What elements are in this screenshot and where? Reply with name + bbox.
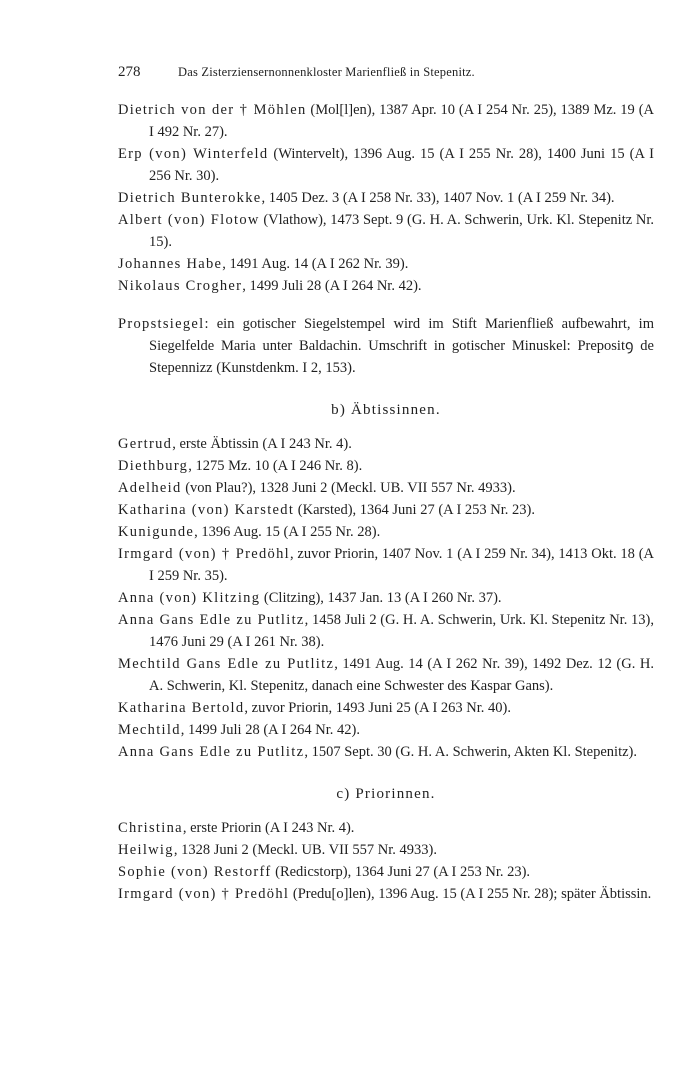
entry-text: , 1328 Juni 2 (Meckl. UB. VII 557 Nr. 4933). [173,842,437,858]
list-item [118,433,654,455]
entry-text: , 1491 Aug. 14 (A I 262 Nr. 39), 1492 Dez. 12 (G. H. A. Schwerin, Kl. Stepenitz, danach eine Schwester des Kaspar Gans). [149,656,654,694]
entry-name: Nikolaus Crogher [118,278,243,294]
list-item [118,839,654,861]
list-item [118,521,654,543]
list-item [118,99,654,143]
entry-text: , 1491 Aug. 14 (A I 262 Nr. 39). [222,256,409,272]
section-heading-abbesses: b) Äbtissinnen. [331,402,441,418]
list-item [118,817,654,839]
list-item [118,653,654,697]
list-item [118,609,654,653]
list-item [118,209,654,253]
entry-name: Albert (von) Flotow [118,212,260,228]
entry-name: Adelheid [118,480,182,496]
entry-text: (Clitzing), 1437 Jan. 13 (A I 260 Nr. 37). [260,590,502,606]
abbess-list [118,433,654,763]
list-item [118,143,654,187]
entry-name: Christina [118,820,183,836]
entry-name: Anna Gans Edle zu Putlitz [118,612,305,628]
entry-text: , erste Priorin (A I 243 Nr. 4). [182,820,355,836]
entry-text: (Mol[l]en), 1387 Apr. 10 (A I 254 Nr. 25), 1389 Mz. 19 (A I 492 Nr. 27). [149,102,654,140]
page-number: 278 [118,64,141,80]
entry-name: Diethburg [118,458,189,474]
entry-name: Katharina (von) Karstedt [118,502,295,518]
entry-text: (Redicstorp), 1364 Juni 27 (A I 253 Nr. 23). [271,864,531,880]
list-item [118,741,654,763]
running-header [118,64,654,88]
list-item [118,477,654,499]
seal-paragraph [118,313,654,379]
list-item [118,587,654,609]
entry-text: , 1396 Aug. 15 (A I 255 Nr. 28). [194,524,381,540]
list-item [118,275,654,297]
list-item [118,499,654,521]
entry-text: , 1499 Juli 28 (A I 264 Nr. 42). [180,722,360,738]
list-item [118,187,654,209]
entry-name: Anna (von) Klitzing [118,590,261,606]
entry-text: , 1507 Sept. 30 (G. H. A. Schwerin, Akten Kl. Stepenitz). [304,744,638,760]
entry-name: Erp (von) Winterfeld [118,146,269,162]
prioress-list [118,817,654,905]
list-item [118,861,654,883]
spacer [118,297,654,313]
list-item [118,697,654,719]
entry-text: , zuvor Priorin, 1493 Juni 25 (A I 263 Nr. 40). [244,700,512,716]
entry-text: , 1499 Juli 28 (A I 264 Nr. 42). [242,278,422,294]
entry-name: Anna Gans Edle zu Putlitz [118,744,305,760]
running-title: Das Zisterziensernonnenkloster Marienfließ in Stepenitz. [178,65,475,79]
entry-name: Gertrud [118,436,173,452]
entry-name: Dietrich Bunterokke [118,190,262,206]
entry-text: (von Plau?), 1328 Juni 2 (Meckl. UB. VII 557 Nr. 4933). [181,480,516,496]
entry-name: Irmgard (von) † Predöhl [118,886,290,902]
list-item [118,455,654,477]
entry-name: Sophie (von) Restorff [118,864,272,880]
provost-list [118,99,654,297]
entry-text: , 1405 Dez. 3 (A I 258 Nr. 33), 1407 Nov. 1 (A I 259 Nr. 34). [261,190,615,206]
list-item [118,253,654,275]
entry-name: Mechtild Gans Edle zu Putlitz [118,656,335,672]
list-item [118,719,654,741]
list-item [118,543,654,587]
entry-name: Kunigunde [118,524,195,540]
list-item [118,883,654,905]
entry-text: , zuvor Priorin, 1407 Nov. 1 (A I 259 Nr. 34), 1413 Okt. 18 (A I 259 Nr. 35). [149,546,655,584]
entry-name: Irmgard (von) † Predöhl [118,546,290,562]
entry-text: (Wintervelt), 1396 Aug. 15 (A I 255 Nr. 28), 1400 Juni 15 (A I 256 Nr. 30). [149,146,654,184]
seal-label: Propstsiegel [118,316,205,332]
section-heading-prioresses: c) Priorinnen. [336,786,436,802]
entry-name: Katharina Bertold [118,700,245,716]
entry-name: Heilwig [118,842,174,858]
seal-text: : ein gotischer Siegelstempel wird im Stift Marienfließ aufbewahrt, im Siegelfelde Maria unter Baldachin. Umschrift in gotischer Minuskel: Prepositꝯ de Stepennizz (Kunstdenkm. I 2, 153). [149,316,654,376]
entry-text: , 1458 Juli 2 (G. H. A. Schwerin, Urk. Kl. Stepenitz Nr. 13), 1476 Juni 29 (A I 261 Nr. 38). [149,612,654,650]
entry-text: , erste Äbtissin (A I 243 Nr. 4). [172,436,352,452]
entry-text: (Predu[o]len), 1396 Aug. 15 (A I 255 Nr. 28); später Äbtissin. [289,886,652,902]
entry-text: (Vlathow), 1473 Sept. 9 (G. H. A. Schwerin, Urk. Kl. Stepenitz Nr. 15). [149,212,654,250]
entry-text: , 1275 Mz. 10 (A I 246 Nr. 8). [188,458,363,474]
entry-name: Dietrich von der † Möhlen [118,102,307,118]
entry-text: (Karsted), 1364 Juni 27 (A I 253 Nr. 23). [294,502,535,518]
entry-name: Mechtild [118,722,181,738]
entry-name: Johannes Habe [118,256,223,272]
